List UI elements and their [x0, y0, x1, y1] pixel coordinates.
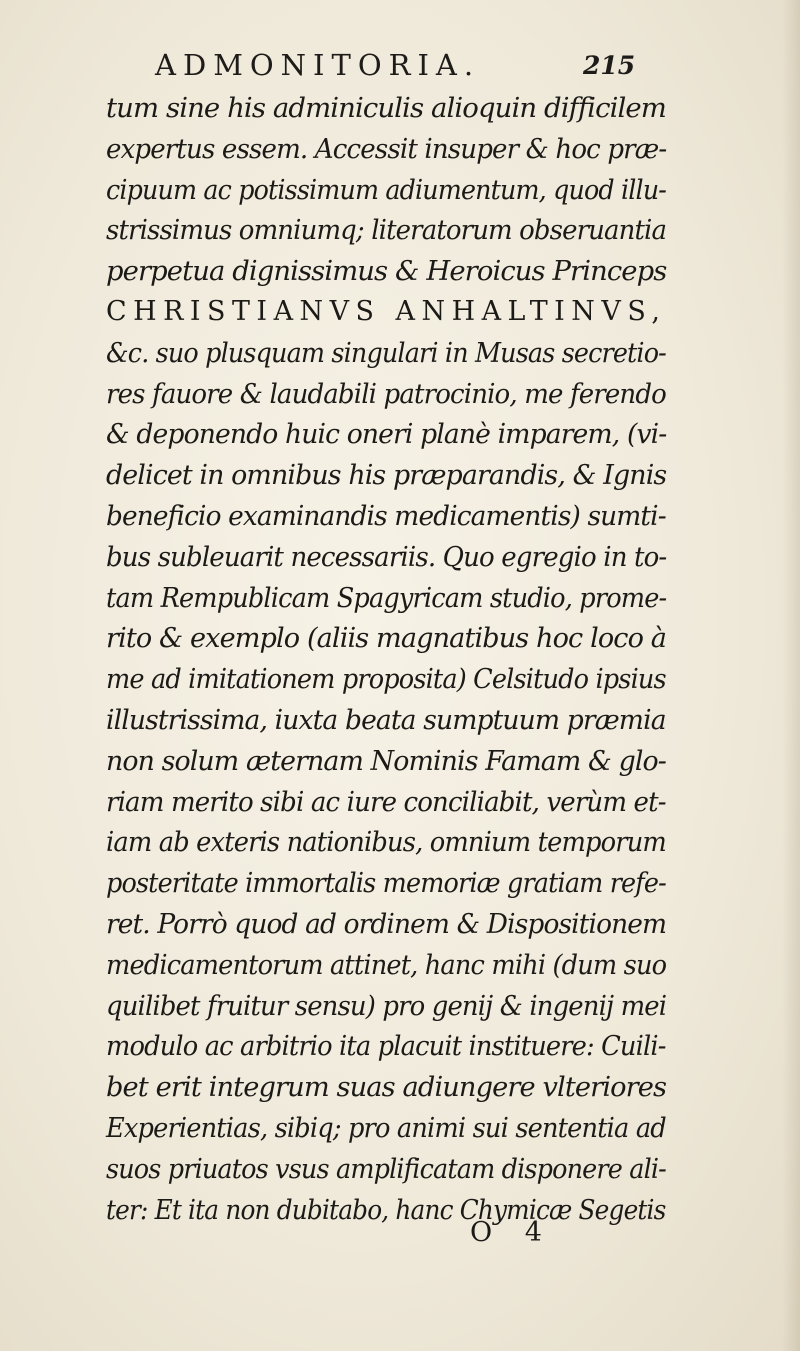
text-line: modulo ac arbitrio ita placuit instituere: Cuili- [106, 1030, 666, 1063]
text-line: riam merito sibi ac iure conciliabit, verùm et- [106, 785, 666, 818]
page-edge-shadow [782, 0, 800, 1351]
page-number: 215 [583, 51, 636, 80]
text-line: perpetua dignissimus & Heroicus Princeps [106, 255, 667, 288]
text-line-name-caps: CHRISTIANVS ANHALTINVS, [106, 295, 667, 327]
text-line: bus subleuarit necessariis. Quo egregio in to- [106, 540, 667, 573]
signature-mark: O 4 [470, 1217, 554, 1248]
text-line: expertus essem. Accessit insuper & hoc præ- [106, 132, 667, 165]
text-line: posteritate immortalis memoriæ gratiam refe- [106, 867, 666, 900]
body-text [106, 88, 666, 1230]
text-line: ret. Porrò quod ad ordinem & Dispositionem [106, 907, 667, 940]
text-line: me ad imitationem proposita) Celsitudo ipsius [106, 663, 666, 696]
text-line: suos priuatos vsus amplificatam disponere ali- [106, 1152, 666, 1185]
text-line: beneficio examinandis medicamentis) sumti- [106, 499, 666, 532]
text-line: quilibet fruitur sensu) pro genij & ingenij mei [106, 989, 667, 1022]
text-line: res fauore & laudabili patrocinio, me ferendo [106, 377, 666, 410]
text-line: & deponendo huic oneri planè imparem, (vi- [106, 418, 667, 451]
text-line: rito & exemplo (aliis magnatibus hoc loco à [106, 622, 667, 655]
running-title: ADMONITORIA. [155, 48, 481, 82]
text-line: illustrissima, iuxta beata sumptuum præmia [106, 703, 666, 736]
text-line: delicet in omnibus his præparandis, & Ignis [106, 459, 667, 492]
text-line: ter: Et ita non dubitabo, hanc Chymicæ Segetis [106, 1193, 666, 1226]
text-line: iam ab exteris nationibus, omnium temporum [106, 826, 666, 859]
text-line: tam Rempublicam Spagyricam studio, prome- [106, 581, 667, 614]
text-line: &c. suo plusquam singulari in Musas secretio- [106, 336, 666, 369]
text-line: non solum æternam Nominis Famam & glo- [106, 744, 666, 777]
text-line: medicamentorum attinet, hanc mihi (dum suo [106, 948, 667, 981]
text-line: cipuum ac potissimum adiumentum, quod illu- [106, 173, 667, 206]
text-line: Experientias, sibiq; pro animi sui sententia ad [106, 1111, 666, 1144]
text-line: tum sine his adminiculis alioquin difficilem [106, 92, 666, 124]
running-head [0, 48, 800, 88]
text-line: bet erit integrum suas adiungere vlteriores [106, 1071, 667, 1104]
text-line: strissimus omniumq; literatorum obseruantia [106, 214, 667, 247]
